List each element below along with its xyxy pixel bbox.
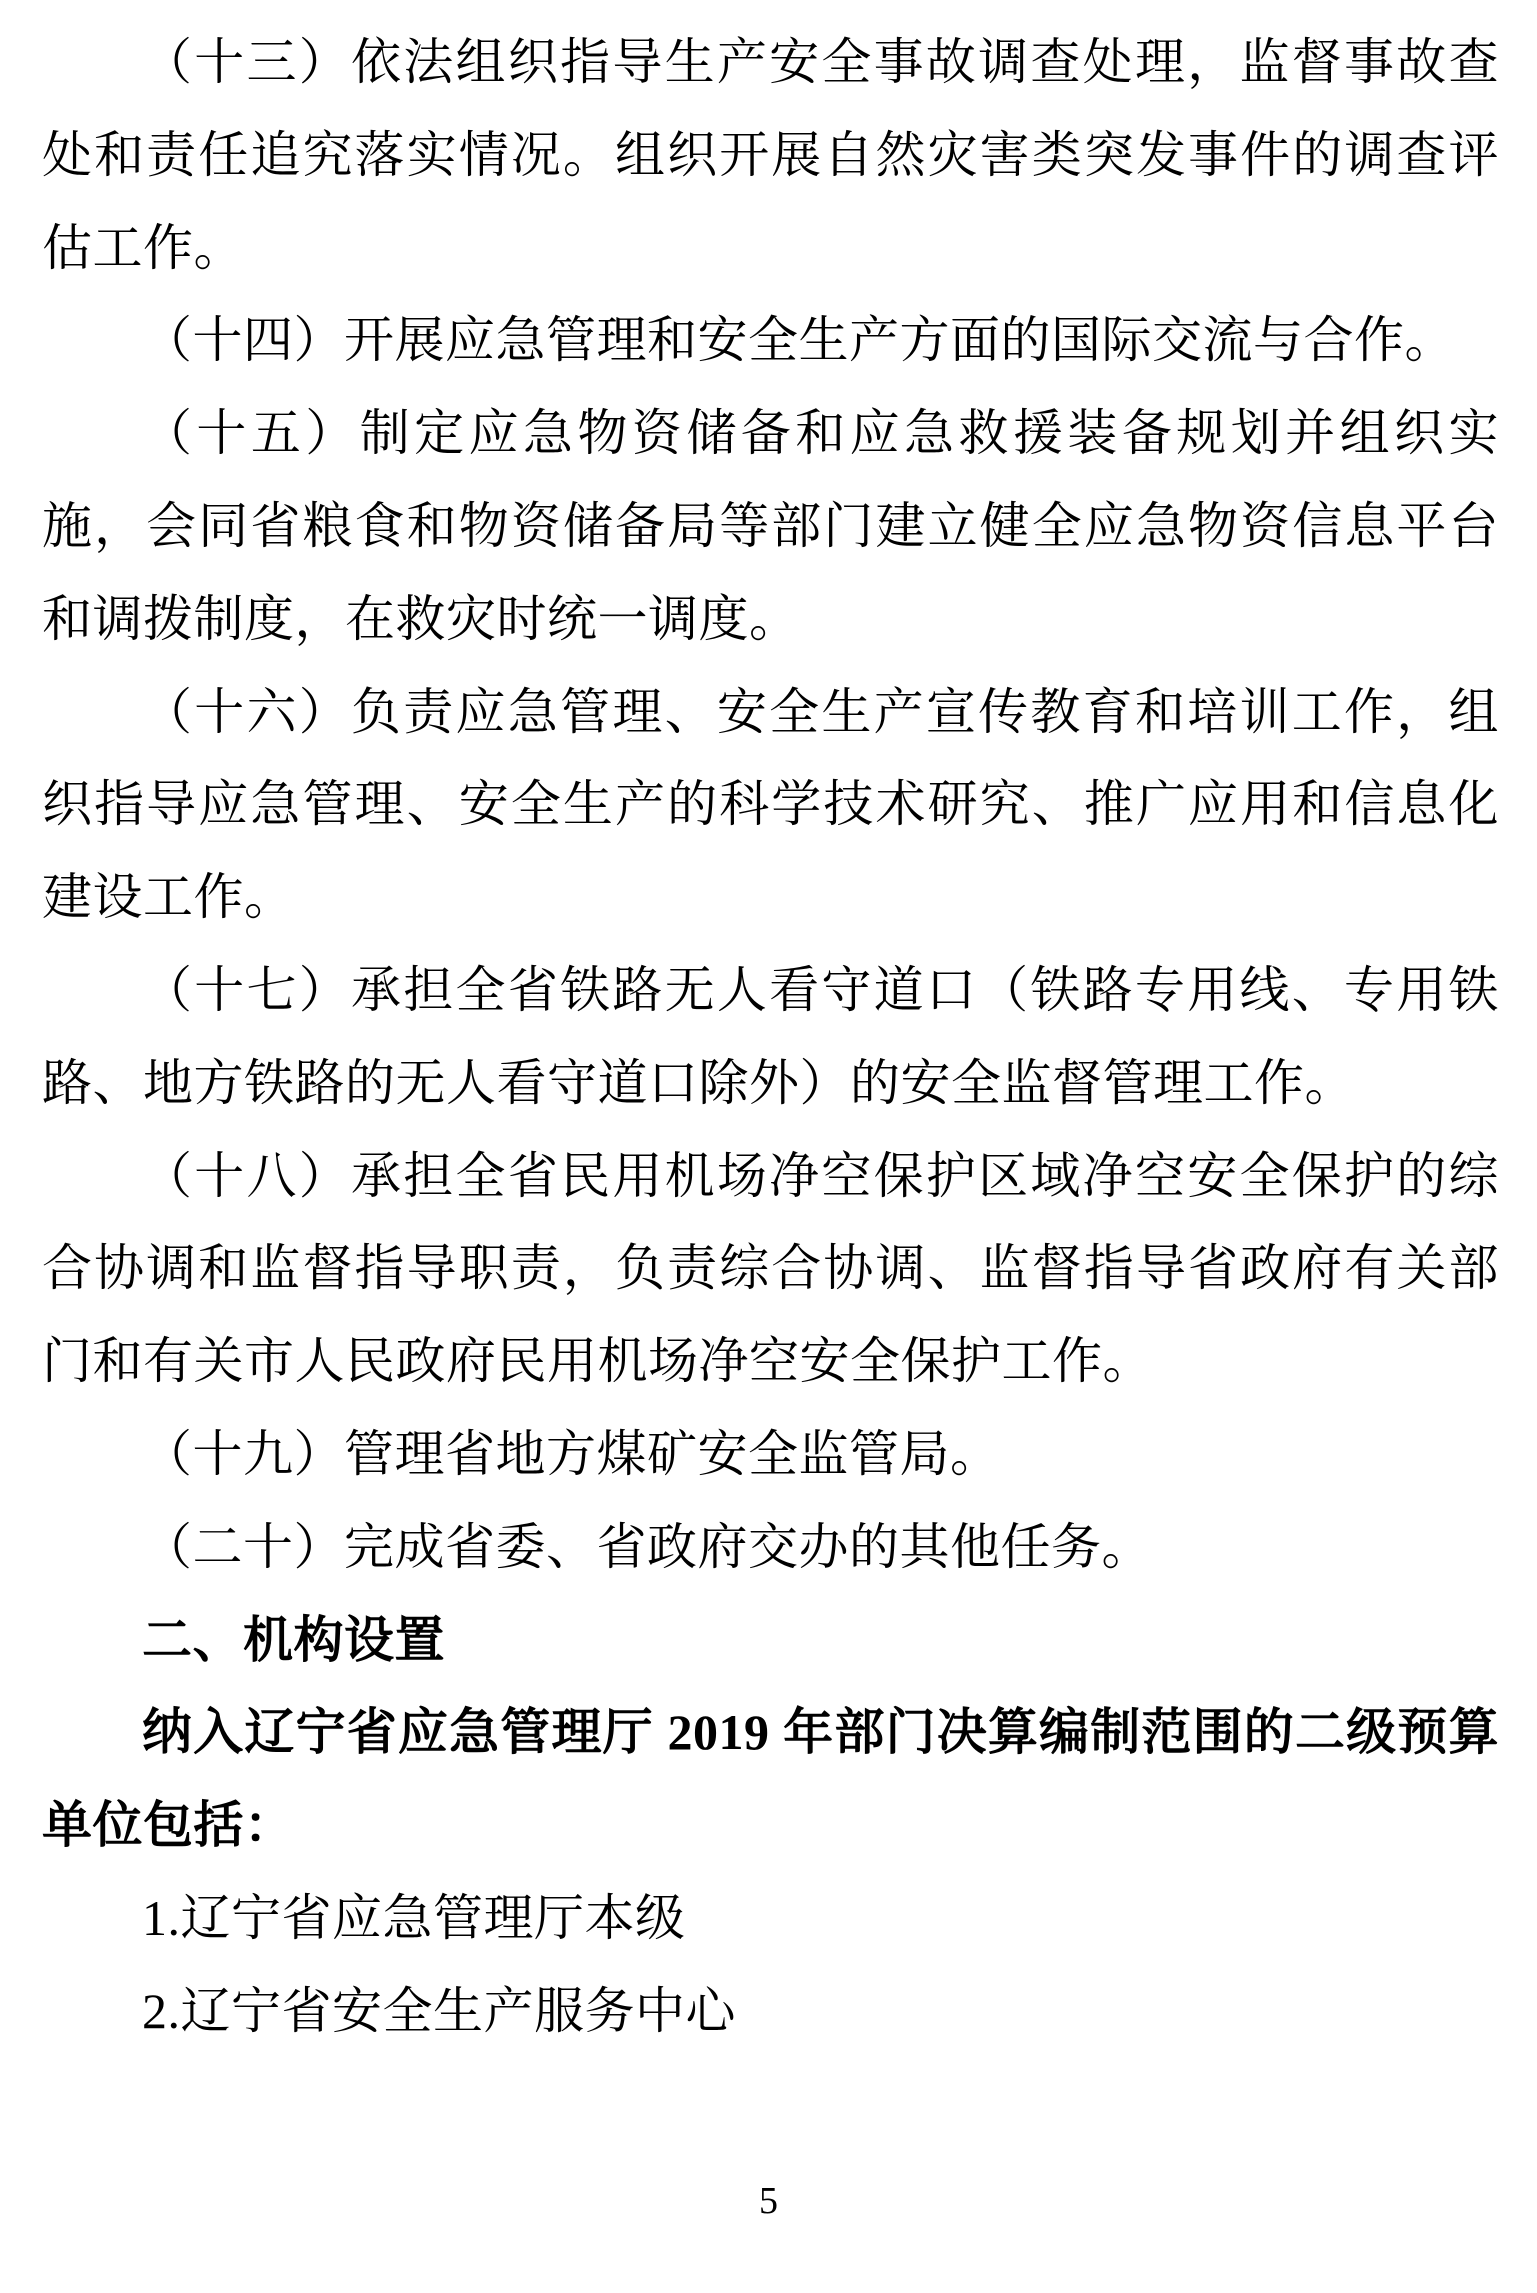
paragraph: 纳入辽宁省应急管理厅 2019 年部门决算编制范围的二级预算单位包括：: [42, 1704, 1499, 1854]
paragraph: （十七）承担全省铁路无人看守道口（铁路专用线、专用铁路、地方铁路的无人看守道口除外）的安全监督管理工作。: [42, 961, 1499, 1111]
page-footer: [0, 2182, 1537, 2220]
paragraph: （十九）管理省地方煤矿安全监管局。: [142, 1425, 1001, 1482]
paragraph: （十五）制定应急物资储备和应急救援装备规划并组织实施，会同省粮食和物资储备局等部门建立健全应急物资信息平台和调拨制度，在救灾时统一调度。: [42, 405, 1499, 647]
paragraph: （十三）依法组织指导生产安全事故调查处理，监督事故查处和责任追究落实情况。组织开展自然灾害类突发事件的调查评估工作。: [42, 34, 1499, 276]
paragraph: （十四）开展应急管理和安全生产方面的国际交流与合作。: [142, 312, 1455, 369]
paragraph: 二、机构设置: [142, 1611, 445, 1668]
paragraph: （二十）完成省委、省政府交办的其他任务。: [142, 1518, 1152, 1575]
paragraph: （十六）负责应急管理、安全生产宣传教育和培训工作，组织指导应急管理、安全生产的科学技术研究、推广应用和信息化建设工作。: [42, 683, 1499, 926]
page-number: 5: [759, 2180, 778, 2222]
document-body: [42, 16, 1499, 2058]
paragraph: 1.辽宁省应急管理厅本级: [142, 1889, 686, 1946]
paragraph: 2.辽宁省安全生产服务中心: [142, 1982, 736, 2039]
paragraph: （十八）承担全省民用机场净空保护区域净空安全保护的综合协调和监督指导职责，负责综合协调、监督指导省政府有关部门和有关市人民政府民用机场净空安全保护工作。: [42, 1147, 1499, 1390]
